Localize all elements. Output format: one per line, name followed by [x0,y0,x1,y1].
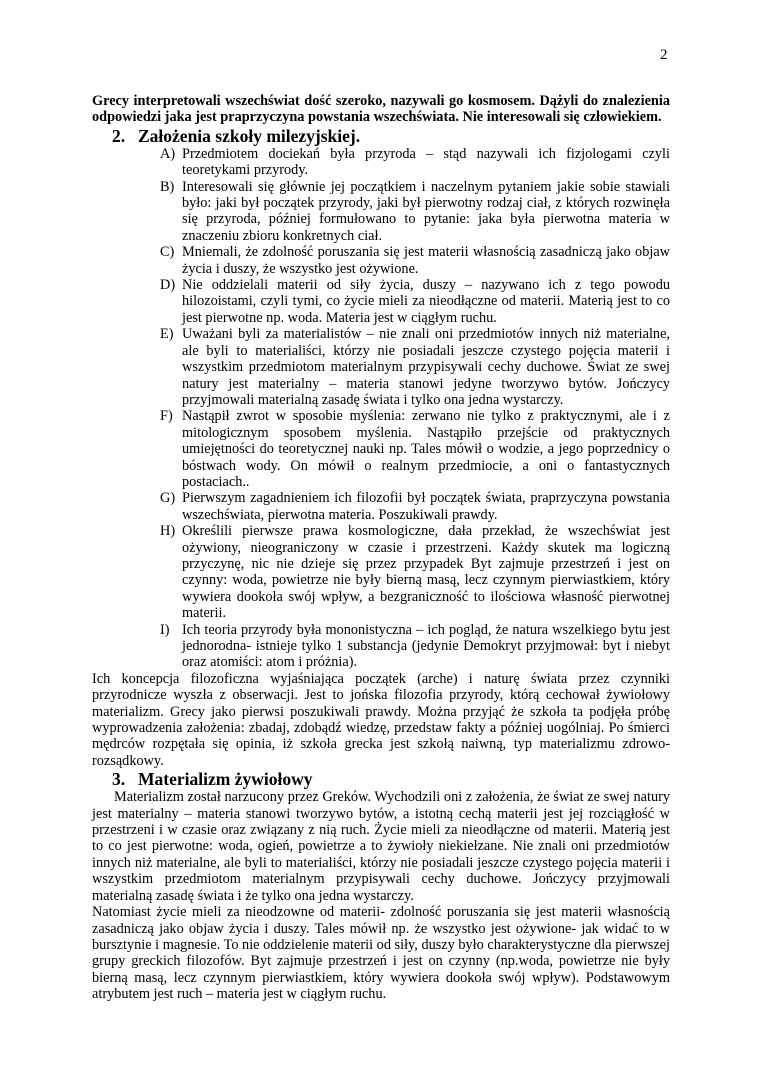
list-marker: G) [160,490,176,507]
list-item [92,146,670,179]
list-item-text: Pierwszym zagadnieniem ich filozofii był początek świata, praprzyczyna powstania wszechświata, pierwotna materia. Poszukiwali prawdy. [182,490,670,523]
list-item-text: Nastąpił zwrot w sposobie myślenia: zerwano nie tylko z praktycznymi, ale i z mitologicznym sposobem myślenia. Nastąpiło przejście od praktycznych umiejętności do teoretycznej nauki np. Tales mówił o wodzie, a jego poprzednicy o bóstwach wody. On mówił o realnym przedmiocie, a oni o fantastycznych postaciach.. [182,408,670,490]
list-item [92,277,670,326]
list-item [92,408,670,490]
list-item-text: Interesowali się głównie jej początkiem i naczelnym pytaniem jakie sobie stawiali było: jaki był początek przyrody, jaki był pierwotny rodzaj ciał, z których rozwinęła się przyroda, później formułowano to pytanie: jaka była pierwotna materia w znaczeniu zbioru konkretnych ciał. [182,178,670,244]
list-item-text: Przedmiotem dociekań była przyroda – stąd nazywali ich fizjologami czyli teoretykami przyrody. [182,145,670,179]
principles-list [92,146,670,671]
list-item-text: Określili pierwsze prawa kosmologiczne, dała przekład, że wszechświat jest ożywiony, nieograniczony w czasie i przestrzeni. Każdy skutek ma logiczną przyczynę, nic nie dzieje się przez przypadek Byt zajmuje przestrzeń i jest on czynny: woda, powietrze nie były bierną masą, lecz czynnym pierwiastkiem, który wywiera dookoła swój wpływ, a bezgraniczność to ilościowa własność pierwotnej materii. [182,523,670,622]
list-item [92,490,670,523]
list-marker: C) [160,244,175,261]
list-marker: A) [160,145,176,162]
section-2-number: 2. [112,125,126,146]
document-body [92,93,670,1003]
list-item-text: Ich teoria przyrody była mononistyczna – ich pogląd, że natura wszelkiego bytu jest jednorodna- istnieje tylko 1 substancja (jedynie Demokryt przyjmował: byt i niebyt oraz atomiści: atom i próżnia). [182,621,670,671]
list-marker: I) [160,621,170,638]
section-2-closing-paragraph: Ich koncepcja filozoficzna wyjaśniająca początek (arche) i naturę świata przez czynniki przyrodnicze wyszła z obserwacji. Jest to jońska filozofia przyrody, którą cechował żywiołowy materializm. Grecy jako pierwsi poszukiwali prawdy. Można przyjąć że szkoła ta podjęła próbę wyprowadzenia założenia: zbadaj, zdobądź wiedzę, przedstaw fakty a później uogólniaj. Po śmierci mędrców rozpętała się opinia, iż szkoła grecka jest szkołą naiwną, typ materializmu zdrowo-rozsądkowy. [92,670,670,769]
section-3-heading [92,769,670,789]
list-item [92,326,670,408]
page-number: 2 [660,47,668,63]
list-item [92,244,670,277]
list-item [92,523,670,621]
list-item-text: Nie oddzielali materii od siły życia, duszy – nazywano ich z tego powodu hilozoistami, czyli tymi, co życie mieli za nieodłączne od materii. Materią jest to co jest pierwotne np. woda. Materia jest w ciągłym ruchu. [182,277,670,326]
list-item [92,622,670,671]
list-item-text: Uważani byli za materialistów – nie znali oni przedmiotów innych niż materialne, ale byli to materialiści, którzy nie posiadali jeszcze czystego pojęcia materii i wszystkim przedmiotom materialnym przypisywali cechy duchowe. Świat ze swej natury jest materialny – materia stanowi jedyne tworzywo bytów. Jończycy przyjmowali materialną zasadę świata i tylko ona jedna wystarczy. [182,326,670,408]
list-marker: B) [160,178,175,195]
section-3-paragraph-1: Materializm został narzucony przez Greków. Wychodzili oni z założenia, że świat ze swej natury jest materialny – materia stanowi tworzywo bytów, a istotną cechą materii jest jej rozciągłość w przestrzeni i w czasie oraz związany z nią ruch. Życie mieli za nieodłączne od materii. Materią jest to co jest pierwotne: woda, ogień, powietrze a to żywioły niekiełzane. Nie znali oni przedmiotów innych niż materialne, ale byli to materialiści, którzy nie posiadali jeszcze czystego pojęcia materii i wszystkim przedmiotom materialnym przypisywali cechy duchowe. Jończycy przyjmowali materialną zasadę świata i że tylko ona jedna wystarczy. [92,789,670,904]
list-marker: D) [160,277,176,294]
section-3-paragraph-2: Natomiast życie mieli za nieodzowne od materii- zdolność poruszania się jest materii własnością zasadniczą jako objaw życia i duszy. Tales mówił np. że wszystko jest ożywione- jak widać to w bursztynie i magnesie. To nie oddzielenie materii od siły, duszy było charakterystyczne dla pierwszej grupy greckich filozofów. Byt zajmuje przestrzeń i jest on czynny (np.woda, powietrze nie były bierną masą, lecz czynnym pierwiastkiem, który wywiera dookoła swój wpływ). Podstawowym atrybutem jest ruch – materia jest w ciągłym ruchu. [92,904,670,1003]
list-marker: H) [160,523,176,540]
list-item-text: Mniemali, że zdolność poruszania się jest materii własnością zasadniczą jako objaw życia i duszy, że wszystko jest ożywione. [182,244,670,277]
intro-paragraph: Grecy interpretowali wszechświat dość szeroko, nazywali go kosmosem. Dążyli do znalezienia odpowiedzi jaka jest praprzyczyna powstania wszechświata. Nie interesowali się człowiekiem. [92,93,670,126]
section-2-heading [92,126,670,146]
list-item [92,179,670,245]
section-2-title: Założenia szkoły milezyjskiej. [138,125,361,146]
list-marker: F) [160,408,173,425]
list-marker: E) [160,326,174,343]
section-3-number: 3. [112,769,126,790]
section-3-title: Materializm żywiołowy [138,769,313,790]
